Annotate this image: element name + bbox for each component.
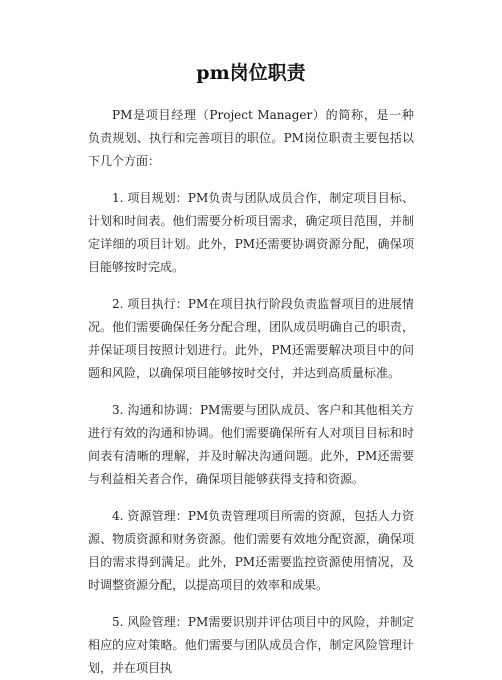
paragraph-communication: 3. 沟通和协调：PM需要与团队成员、客户和其他相关方进行有效的沟通和协调。他们需要确保所有人对项目目标和时间表有清晰的理解，并及时解决沟通问题。此外，PM还需要与利益相关者合作，确保项目能够获得支持和资源。 — [88, 403, 414, 486]
paragraph-project-execution: 2. 项目执行：PM在项目执行阶段负责监督项目的进展情况。他们需要确保任务分配合理，团队成员明确自己的职责，并保证项目按照计划进行。此外，PM还需要解决项目中的问题和风险，以确保项目能够按时交付，并达到高质量标准。 — [88, 297, 414, 380]
document-title: pm岗位职责 — [196, 62, 306, 84]
paragraph-resource-management: 4. 资源管理：PM负责管理项目所需的资源，包括人力资源、物质资源和财务资源。他们需要有效地分配资源，确保项目的需求得到满足。此外，PM还需要监控资源使用情况，及时调整资源分配，以提高项目的效率和成果。 — [88, 509, 414, 592]
intro-paragraph: PM是项目经理（Project Manager）的简称，是一种负责规划、执行和完善项目的职位。PM岗位职责主要包括以下几个方面： — [88, 108, 414, 168]
paragraph-risk-management: 5. 风险管理：PM需要识别并评估项目中的风险，并制定相应的应对策略。他们需要与团队成员合作，制定风险管理计划，并在项目执 — [88, 615, 414, 675]
paragraph-project-planning: 1. 项目规划：PM负责与团队成员合作，制定项目目标、计划和时间表。他们需要分析项目需求，确定项目范围，并制定详细的项目计划。此外，PM还需要协调资源分配，确保项目能够按时完成。 — [88, 191, 414, 274]
